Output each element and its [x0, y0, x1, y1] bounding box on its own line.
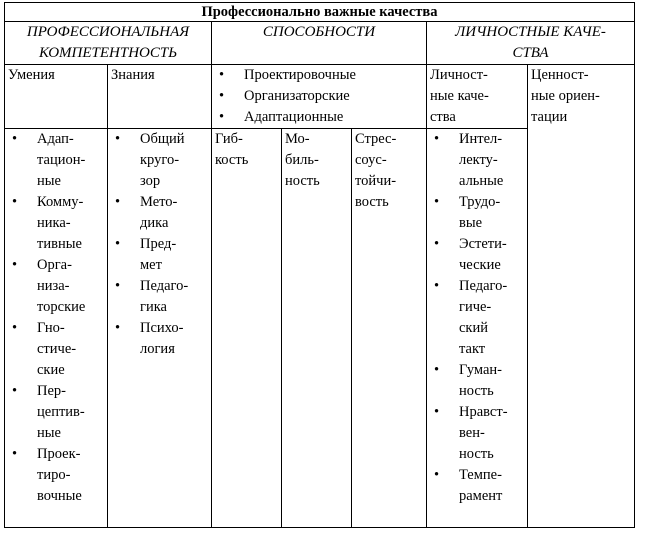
list-item-line: • Мето- — [140, 194, 178, 210]
header-line: ные ориен- — [531, 88, 600, 104]
skills-list — [8, 129, 104, 507]
list-item-line: торские — [37, 299, 86, 315]
personal-qualities-header — [427, 65, 528, 129]
list-item-line: ские — [37, 362, 65, 378]
category-personal-qualities — [427, 22, 635, 65]
list-item-line: дика — [140, 215, 169, 231]
category-abilities: СПОСОБНОСТИ — [212, 22, 427, 65]
cell-line: кость — [215, 152, 249, 168]
list-item: • Организаторские — [215, 86, 423, 107]
list-item-line: • Пред- — [140, 236, 177, 252]
list-item: • Проектировочные — [215, 65, 423, 86]
knowledge-cell — [108, 129, 212, 528]
list-item — [430, 465, 524, 507]
list-item — [8, 255, 104, 318]
list-item — [430, 276, 524, 360]
list-item-line: • Интел- — [459, 131, 503, 147]
list-item — [111, 234, 208, 276]
qualities-table — [4, 2, 635, 528]
list-item: • Адаптационные — [215, 107, 423, 128]
cell-line: вость — [355, 194, 389, 210]
list-item-line: • Адап- — [37, 131, 74, 147]
list-item-line: гика — [140, 299, 167, 315]
list-item — [8, 129, 104, 192]
cell-line: соус- — [355, 152, 387, 168]
list-item-line: лекту- — [459, 152, 498, 168]
list-item-line: логия — [140, 341, 175, 357]
list-item-line: такт — [459, 341, 486, 357]
flexibility-cell — [212, 129, 282, 528]
list-item — [430, 234, 524, 276]
category-line: ЛИЧНОСТНЫЕ КАЧЕ- — [455, 24, 606, 40]
list-item-line: • Темпе- — [459, 467, 502, 483]
list-item-line: тацион- — [37, 152, 86, 168]
abilities-header — [212, 65, 427, 129]
list-item-line: мет — [140, 257, 162, 273]
list-item-line: • Педаго- — [459, 278, 508, 294]
list-item-line: стиче- — [37, 341, 77, 357]
knowledge-header: Знания — [108, 65, 212, 129]
list-item-line: • Психо- — [140, 320, 184, 336]
list-item-line: ность — [459, 446, 494, 462]
list-item — [111, 276, 208, 318]
list-item-line: • Нравст- — [459, 404, 508, 420]
skills-cell — [5, 129, 108, 528]
value-orientations-header — [528, 65, 635, 528]
list-item-line: рамент — [459, 488, 503, 504]
knowledge-list — [111, 129, 208, 360]
list-item — [430, 402, 524, 465]
cell-line: тойчи- — [355, 173, 397, 189]
mobility-cell — [282, 129, 352, 528]
header-line: Личност- — [430, 67, 488, 83]
header-line: ства — [430, 109, 456, 125]
header-line: тации — [531, 109, 568, 125]
list-item-line: вочные — [37, 488, 82, 504]
list-item-line: альные — [459, 173, 504, 189]
category-line: СТВА — [512, 45, 549, 61]
list-item — [430, 360, 524, 402]
category-line: ПРОФЕССИОНАЛЬНАЯ — [26, 24, 190, 40]
list-item-line: цептив- — [37, 404, 85, 420]
cell-line: Гиб- — [215, 131, 243, 147]
personal-qualities-list — [430, 129, 524, 507]
list-item — [111, 192, 208, 234]
list-item-line: вен- — [459, 425, 485, 441]
list-item — [8, 444, 104, 507]
list-item-line: ные — [37, 425, 61, 441]
list-item-line: • Трудо- — [459, 194, 501, 210]
header-line: Ценност- — [531, 67, 589, 83]
list-item-line: тиро- — [37, 467, 71, 483]
list-item — [430, 192, 524, 234]
list-item-line: зор — [140, 173, 161, 189]
table-title: Профессионально важные качества — [5, 3, 635, 22]
cell-line: Мо- — [285, 131, 310, 147]
cell-line: биль- — [285, 152, 319, 168]
list-item-line: • Гуман- — [459, 362, 502, 378]
cell-line: ность — [285, 173, 320, 189]
list-item-line: вые — [459, 215, 483, 231]
list-item-line: • Пер- — [37, 383, 66, 399]
list-item-line: • Гно- — [37, 320, 65, 336]
list-item-line: • Орга- — [37, 257, 72, 273]
list-item — [8, 381, 104, 444]
list-item-line: • Эстети- — [459, 236, 507, 252]
stress-resistance-cell — [352, 129, 427, 528]
list-item-line: ные — [37, 173, 61, 189]
list-item-line: круго- — [140, 152, 180, 168]
list-item — [430, 129, 524, 192]
personal-qualities-cell — [427, 129, 528, 528]
list-item-line: гиче- — [459, 299, 492, 315]
list-item-line: ность — [459, 383, 494, 399]
abilities-list — [215, 65, 423, 128]
list-item-line: низа- — [37, 278, 70, 294]
list-item-line: • Педаго- — [140, 278, 189, 294]
header-line: ные каче- — [430, 88, 489, 104]
list-item — [111, 129, 208, 192]
cell-line: Стрес- — [355, 131, 397, 147]
list-item-line: тивные — [37, 236, 82, 252]
list-item-line: ский — [459, 320, 488, 336]
list-item — [8, 318, 104, 381]
list-item-line: • Комму- — [37, 194, 84, 210]
list-item — [111, 318, 208, 360]
list-item-line: ника- — [37, 215, 71, 231]
list-item-line: • Проек- — [37, 446, 81, 462]
list-item-line: • Общий — [140, 131, 185, 147]
skills-header: Умения — [5, 65, 108, 129]
list-item — [8, 192, 104, 255]
category-professional-competence — [5, 22, 212, 65]
category-line: КОМПЕТЕНТНОСТЬ — [38, 45, 178, 61]
list-item-line: ческие — [459, 257, 501, 273]
